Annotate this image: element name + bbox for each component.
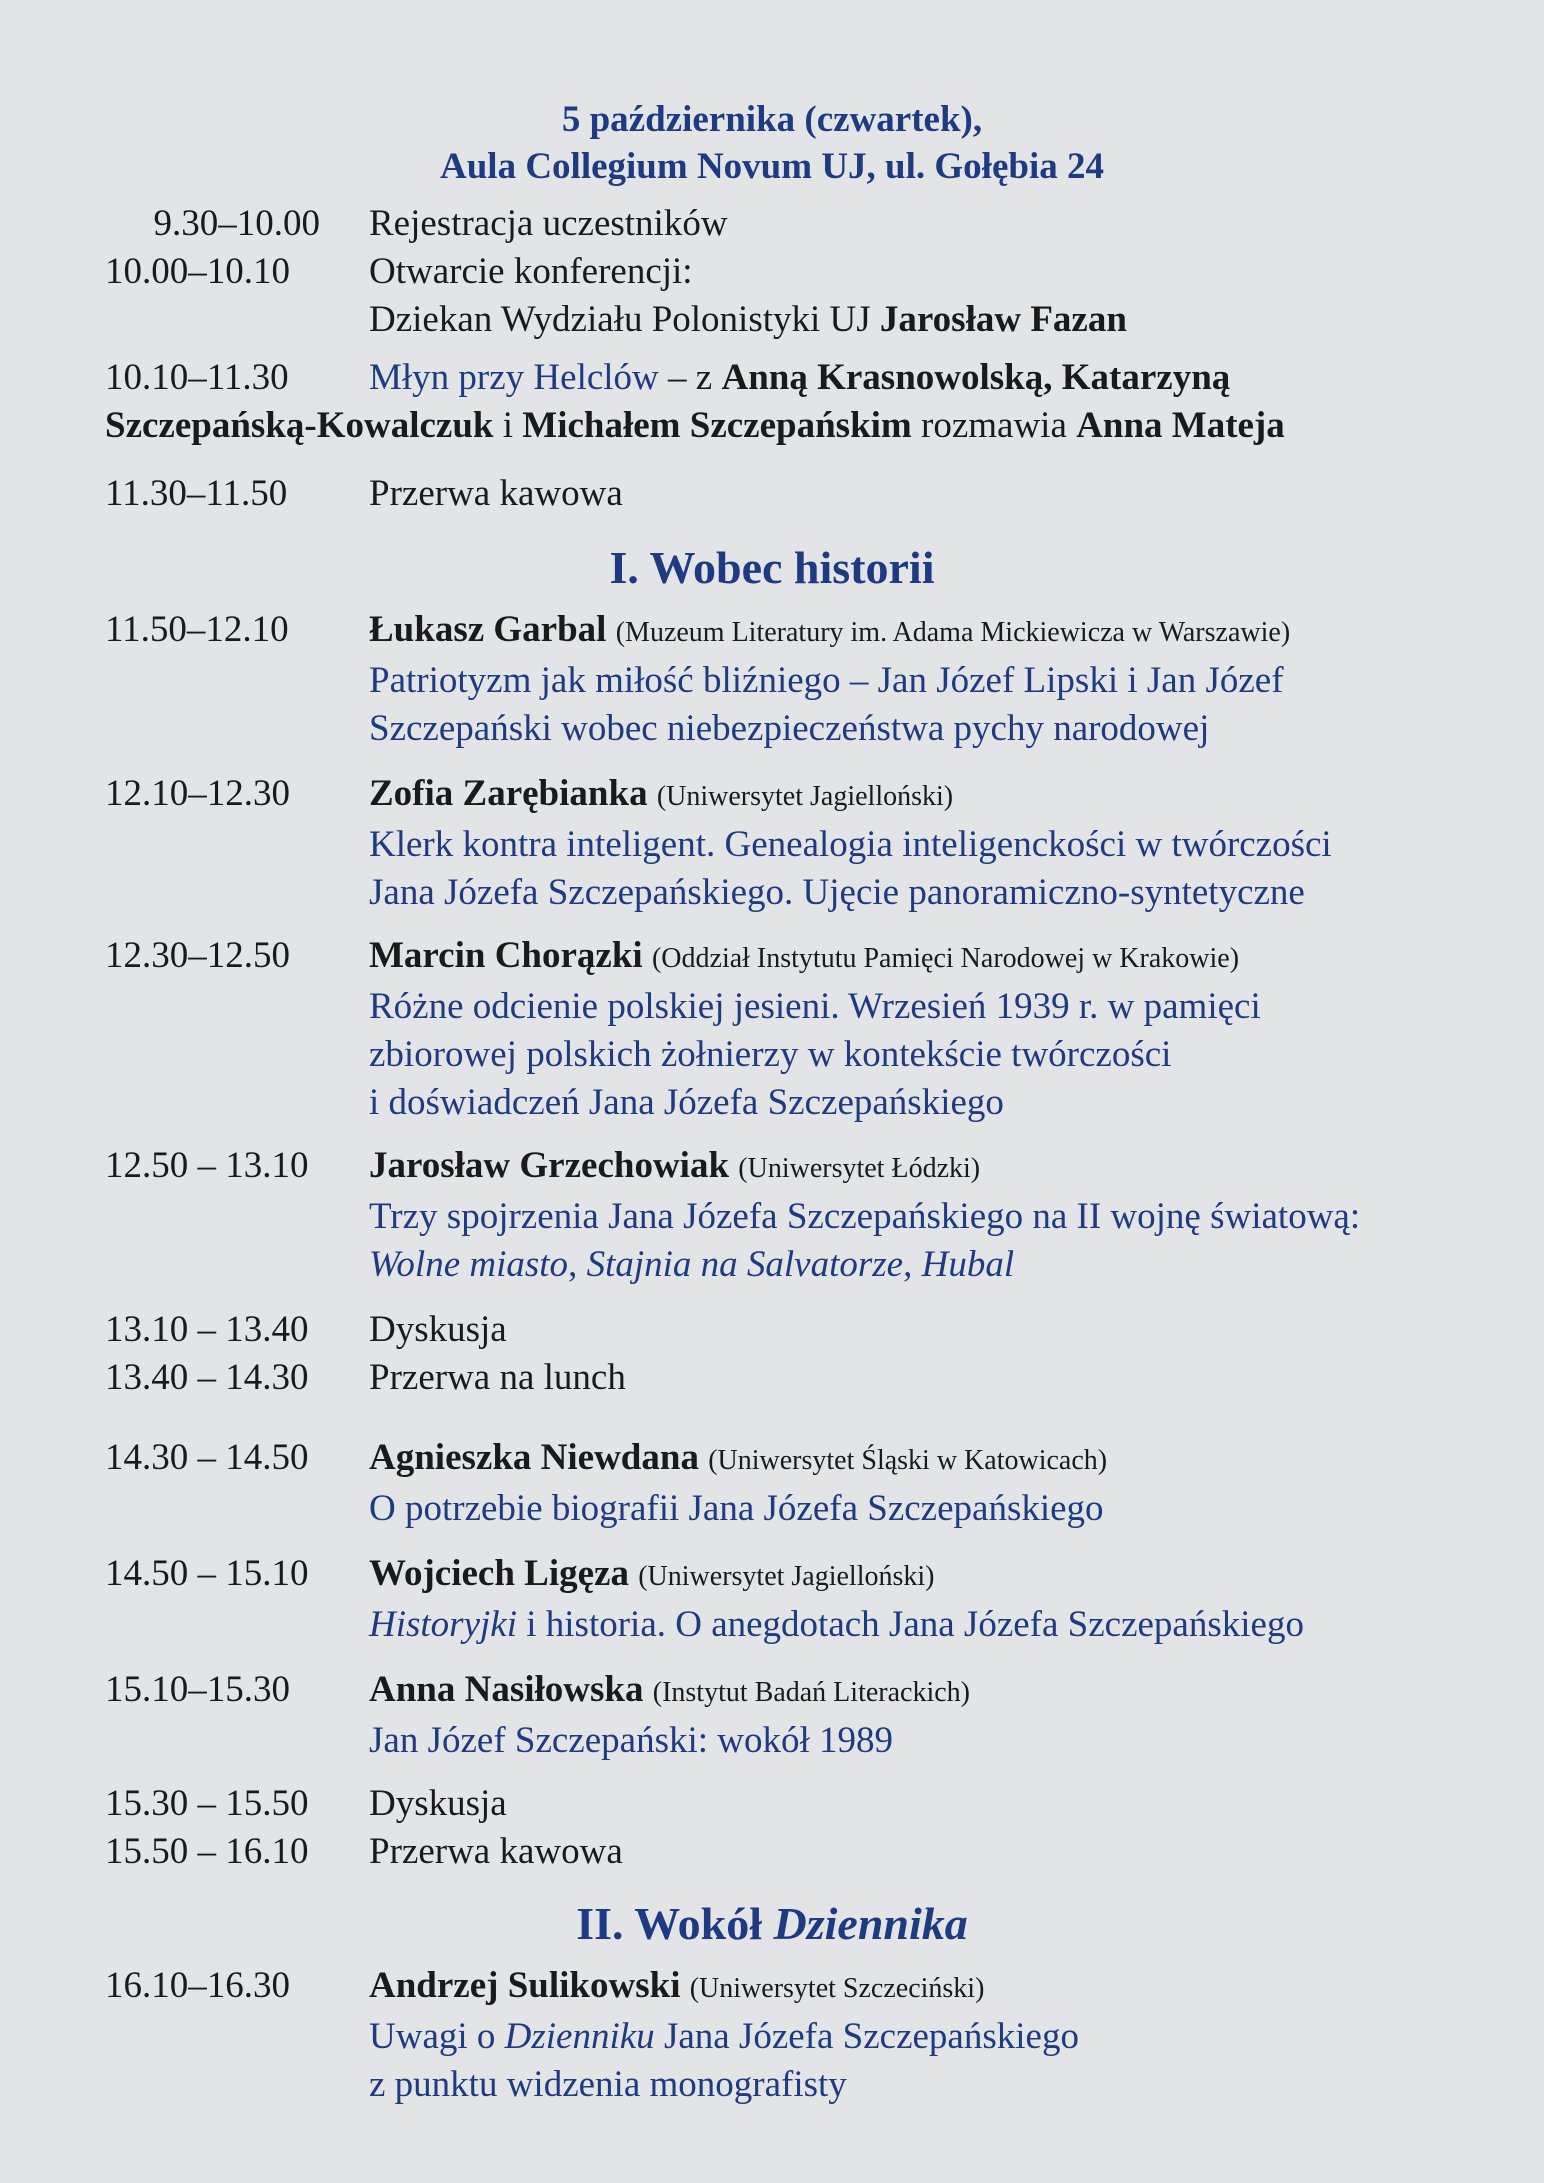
talk-title-rest: i historia. O anegdotach Jana Józefa Szczepańskiego xyxy=(516,1604,1304,1645)
talk-title: i doświadczeń Jana Józefa Szczepańskiego xyxy=(369,1082,1004,1123)
talk-title: Klerk kontra inteligent. Genealogia inteligenckości w twórczości xyxy=(369,824,1332,865)
separator: , xyxy=(903,1244,922,1285)
time-helclow: 10.10–11.30 xyxy=(105,357,289,398)
venue-line: Aula Collegium Novum UJ, ul. Gołębia 24 xyxy=(440,146,1104,187)
opening-dean xyxy=(369,296,1499,344)
coffee-2-text: Przerwa kawowa xyxy=(369,1831,623,1872)
opening-block xyxy=(369,248,1499,344)
time-talk-8: 16.10–16.30 xyxy=(105,1965,290,2006)
moderator-name: Anna Mateja xyxy=(1076,405,1285,446)
helclow-line2 xyxy=(105,402,1285,450)
speaker-affiliation: (Uniwersytet Szczeciński) xyxy=(689,1973,985,2004)
section-title-1: I. Wobec historii xyxy=(609,542,935,593)
speaker-affiliation: (Uniwersytet Śląski w Katowicach) xyxy=(708,1445,1108,1476)
talk-title: Trzy spojrzenia Jana Józefa Szczepańskiego na II wojnę światową: xyxy=(369,1196,1361,1237)
talk-1 xyxy=(369,606,1499,753)
registration-text: Rejestracja uczestników xyxy=(369,203,728,244)
discussion-text: Dyskusja xyxy=(369,1309,507,1350)
time-talk-4: 12.50 – 13.10 xyxy=(105,1145,309,1186)
speaker-affiliation: (Uniwersytet Jagielloński) xyxy=(638,1561,935,1592)
connector-i: i xyxy=(493,405,523,446)
time-talk-7: 15.10–15.30 xyxy=(105,1669,290,1710)
talk-title-italic: Historyjki xyxy=(369,1604,517,1645)
time-talk-2: 12.10–12.30 xyxy=(105,773,290,814)
talk-title: Szczepański wobec niebezpieczeństwa pychy narodowej xyxy=(369,708,1210,749)
work-title: Stajnia na Salvatorze xyxy=(586,1244,904,1285)
time-coffee-2: 15.50 – 16.10 xyxy=(105,1831,309,1872)
speaker-name: Wojciech Ligęza xyxy=(369,1553,629,1594)
talk-8 xyxy=(369,1962,1499,2109)
lunch-text: Przerwa na lunch xyxy=(369,1357,626,1398)
speaker-name: Marcin Chorązki xyxy=(369,935,643,976)
helclow-line1 xyxy=(369,354,1499,402)
helclow-title: Młyn przy Helclów xyxy=(369,357,659,398)
guest-names-1: Anną Krasnowolską, Katarzyną xyxy=(721,357,1231,398)
talk-title: z punktu widzenia monografisty xyxy=(369,2064,847,2105)
work-title: Wolne miasto xyxy=(369,1244,569,1285)
speaker-name: Łukasz Garbal xyxy=(369,609,607,650)
section-title-2 xyxy=(0,1896,1544,1952)
talk-title: Jana Józefa Szczepańskiego. Ujęcie panoramiczno-syntetyczne xyxy=(369,872,1305,913)
talk-title-works xyxy=(369,1241,1499,1289)
guest-names-2: Michałem Szczepańskim xyxy=(522,405,912,446)
discussion-2-text: Dyskusja xyxy=(369,1783,507,1824)
time-opening: 10.00–10.10 xyxy=(105,251,290,292)
speaker-affiliation: (Muzeum Literatury im. Adama Mickiewicza w Warszawie) xyxy=(615,617,1291,648)
section-title-2-plain: II. Wokół xyxy=(576,1898,774,1949)
connector-rozmawia: rozmawia xyxy=(911,405,1077,446)
time-talk-5: 14.30 – 14.50 xyxy=(105,1437,309,1478)
talk-title: O potrzebie biografii Jana Józefa Szczepańskiego xyxy=(369,1488,1104,1529)
speaker-name: Jarosław Grzechowiak xyxy=(369,1145,730,1186)
talk-6 xyxy=(369,1550,1499,1649)
guest-names-1b: Szczepańską-Kowalczuk xyxy=(105,405,494,446)
speaker-affiliation: (Uniwersytet Jagielloński) xyxy=(656,781,954,812)
talk-title-b: Jana Józefa Szczepańskiego xyxy=(654,2016,1079,2057)
dean-name: Jarosław Fazan xyxy=(879,299,1127,340)
coffee-text: Przerwa kawowa xyxy=(369,473,623,514)
speaker-name: Andrzej Sulikowski xyxy=(369,1965,681,2006)
dean-role: Dziekan Wydziału Polonistyki UJ xyxy=(369,299,871,340)
separator: , xyxy=(568,1244,587,1285)
talk-title-a: Uwagi o xyxy=(369,2016,505,2057)
talk-title: Patriotyzm jak miłość bliźniego – Jan Józef Lipski i Jan Józef xyxy=(369,660,1284,701)
speaker-name: Agnieszka Niewdana xyxy=(369,1437,699,1478)
time-lunch: 13.40 – 14.30 xyxy=(105,1357,309,1398)
talk-7 xyxy=(369,1666,1499,1765)
time-discussion: 13.10 – 13.40 xyxy=(105,1309,309,1350)
work-title: Hubal xyxy=(921,1244,1015,1285)
talk-title: Różne odcienie polskiej jesieni. Wrzesień 1939 r. w pamięci xyxy=(369,986,1261,1027)
talk-title: zbiorowej polskich żołnierzy w kontekście twórczości xyxy=(369,1034,1172,1075)
speaker-affiliation: (Uniwersytet Łódzki) xyxy=(738,1153,981,1184)
talk-3 xyxy=(369,932,1499,1127)
talk-title xyxy=(369,1601,1499,1649)
talk-4 xyxy=(369,1142,1499,1289)
speaker-affiliation: (Oddział Instytutu Pamięci Narodowej w Krakowie) xyxy=(651,943,1240,974)
opening-text: Otwarcie konferencji: xyxy=(369,251,693,292)
date-line: 5 października (czwartek), xyxy=(561,99,983,140)
speaker-affiliation: (Instytut Badań Literackich) xyxy=(652,1677,970,1708)
talk-5 xyxy=(369,1434,1499,1533)
section-title-2-italic: Dziennika xyxy=(773,1898,968,1949)
time-talk-1: 11.50–12.10 xyxy=(105,609,289,650)
time-talk-3: 12.30–12.50 xyxy=(105,935,290,976)
speaker-name: Anna Nasiłowska xyxy=(369,1669,644,1710)
talk-title xyxy=(369,2013,1499,2061)
connector-z: – z xyxy=(658,357,722,398)
time-registration: 9.30–10.00 xyxy=(153,203,320,244)
talk-title: Jan Józef Szczepański: wokół 1989 xyxy=(369,1720,894,1761)
time-talk-6: 14.50 – 15.10 xyxy=(105,1553,309,1594)
speaker-name: Zofia Zarębianka xyxy=(369,773,648,814)
talk-2 xyxy=(369,770,1499,917)
time-coffee: 11.30–11.50 xyxy=(105,473,288,514)
day-heading xyxy=(0,96,1544,190)
talk-title-italic: Dzienniku xyxy=(504,2016,655,2057)
time-discussion-2: 15.30 – 15.50 xyxy=(105,1783,309,1824)
